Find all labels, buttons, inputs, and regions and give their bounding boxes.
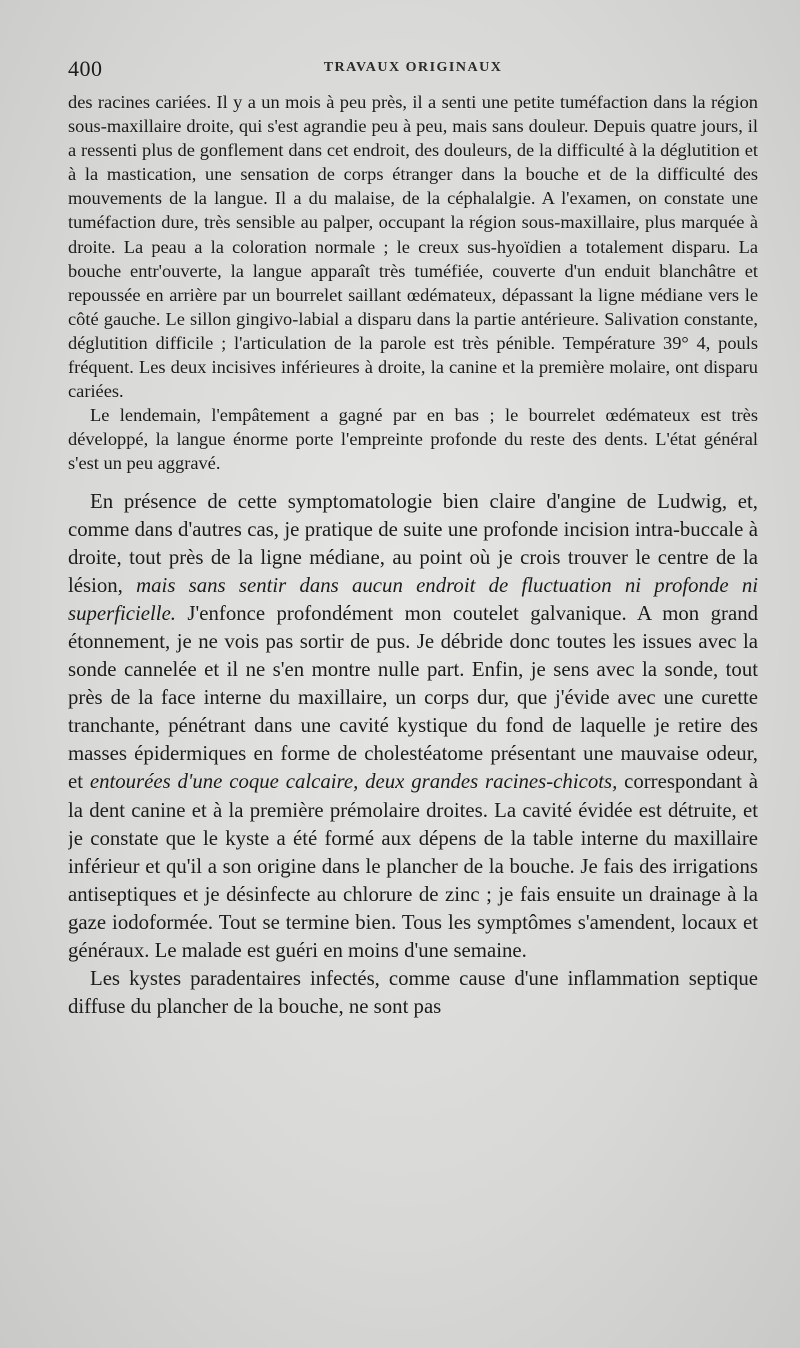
paragraph-case-history: des racines cariées. Il y a un mois à peu près, il a senti une petite tuméfaction dans la région sous-maxillaire droite, qui s'est agrandie peu à peu, mais sans douleur. Depuis quatre jours, il a ressenti plus de gonflement dans cet endroit, des douleurs, de la difficulté à la déglutition et à la mastication, une sensation de corps étranger dans la bouche et de la difficulté des mouvements de la langue. Il a du malaise, de la céphalalgie. A l'examen, on constate une tuméfaction dure, très sensible au palper, occupant la région sous-maxillaire, plus marquée à droite. La peau a la coloration normale ; le creux sus-hyoïdien a totalement disparu. La bouche entr'ouverte, la langue apparaît très tuméfiée, couverte d'un enduit blanchâtre et repoussée en arrière par un bourrelet saillant œdémateux, dépassant la ligne médiane vers le côté gauche. Le sillon gingivo-labial a disparu dans la partie antérieure. Salivation constante, déglutition difficile ; l'articulation de la parole est très pénible. Température 39° 4, pouls fréquent. Les deux incisives inférieures à droite, la canine et la première molaire, ont disparu cariées.: [68, 92, 758, 402]
running-title: TRAVAUX ORIGINAUX: [323, 60, 503, 75]
treatment-text-2: J'enfonce profondément mon coutelet galvanique. A mon grand étonnement, je ne vois pas sortir de pus. Je débride donc toutes les issues avec la sonde cannelée et il ne s'en montre nulle part. Enfin, je sens avec la sonde, tout près de la face interne du maxillaire, un corps dur, que j'évide avec une curette tranchante, pénétrant dans une cavité kystique du fond de laquelle je retire des masses épidermiques en forme de cholestéatome présentant une mauvaise odeur, et: [68, 601, 758, 794]
paragraph-treatment: [68, 488, 758, 966]
document-page: [68, 50, 758, 1340]
treatment-text-1: En présence de cette symptomatologie bien claire d'angine de Ludwig, et, comme dans d'autres cas, je pratique de suite une profonde incision intra-buccale à droite, tout près de la ligne médiane, au point où je crois trouver le centre de la lésion,: [68, 489, 758, 597]
treatment-text-3: correspondant à la dent canine et à la première prémolaire droites. La cavité évidée est détruite, et je constate que le kyste a été formé aux dépens de la table interne du maxillaire inférieur et qu'il a son origine dans le plancher de la bouche. Je fais des irrigations antiseptiques et je désinfecte au chlorure de zinc ; je fais ensuite un drainage à la gaze iodoformée. Tout se termine bien. Tous les symptômes s'amendent, locaux et généraux. Le malade est guéri en moins d'une semaine.: [68, 770, 758, 962]
page-number: 400: [68, 56, 103, 81]
paragraph-conclusion-start: Les kystes paradentaires infectés, comme cause d'une inflammation septique diffuse du plancher de la bouche, ne sont pas: [68, 967, 758, 1019]
treatment-italic-1: mais sans sentir dans aucun endroit de fluctuation ni profonde ni superficielle.: [68, 573, 758, 625]
paragraph-next-day: Le lendemain, l'empâtement a gagné par en bas ; le bourrelet œdémateux est très développé, la langue énorme porte l'empreinte profonde du reste des dents. L'état général s'est un peu aggravé.: [68, 405, 758, 474]
page-header: [68, 50, 758, 90]
treatment-italic-2: entourées d'une coque calcaire, deux grandes racines-chicots,: [89, 770, 618, 794]
